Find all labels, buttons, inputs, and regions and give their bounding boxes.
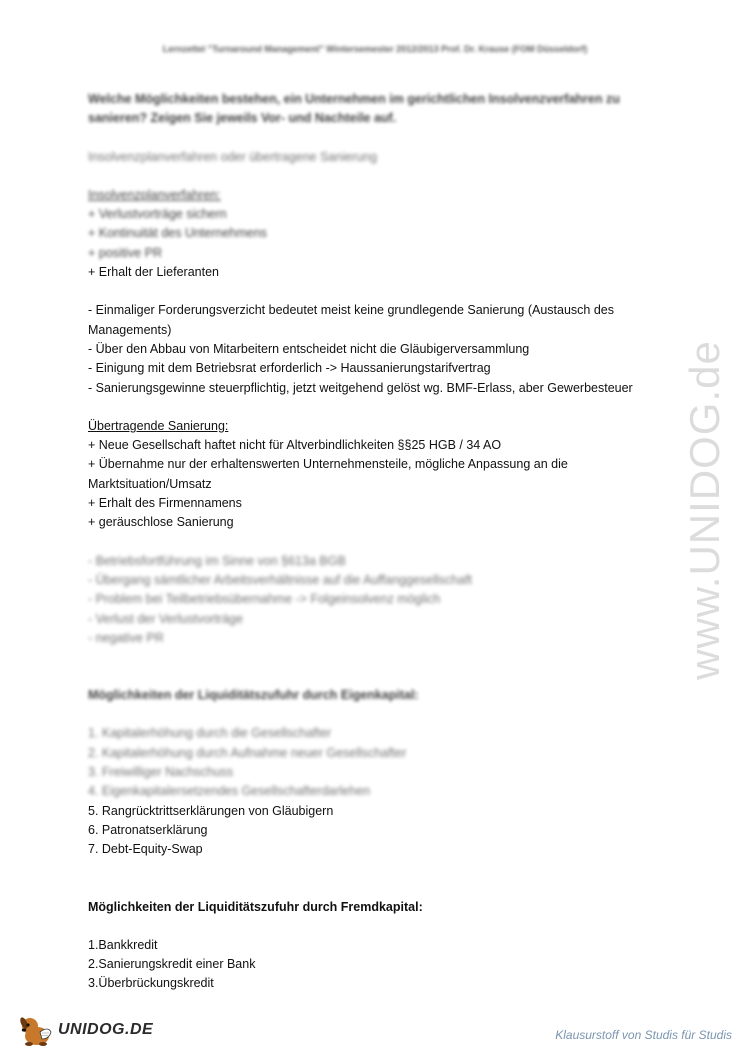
watermark-text: www.UNIDOG.de bbox=[681, 340, 729, 680]
unidog-logo bbox=[18, 1010, 153, 1050]
uebertragend-heading: Übertragende Sanierung: bbox=[88, 418, 229, 433]
list-item: 2.Sanierungskredit einer Bank bbox=[88, 957, 256, 972]
list-item: + Erhalt des Firmennamens bbox=[88, 496, 242, 511]
list-item: + Kontinuität des Unternehmens bbox=[88, 226, 267, 241]
document-content bbox=[88, 90, 658, 994]
list-item: + Neue Gesellschaft haftet nicht für Altverbindlichkeiten §§25 HGB / 34 AO bbox=[88, 438, 502, 453]
list-item: + Erhalt der Lieferanten bbox=[88, 265, 219, 280]
list-item: - Problem bei Teilbetriebsübernahme -> Folgeinsolvenz möglich bbox=[88, 592, 441, 607]
list-item: - Einigung mit dem Betriebsrat erforderlich -> Haussanierungstarifvertrag bbox=[88, 361, 491, 376]
list-item: 6. Patronatserklärung bbox=[88, 822, 208, 837]
footer-tagline: Klausurstoff von Studis für Studis bbox=[555, 1028, 732, 1042]
list-item: - Über den Abbau von Mitarbeitern entscheidet nicht die Gläubigerversammlung bbox=[88, 341, 530, 356]
intro-text: Insolvenzplanverfahren oder übertragene Sanierung bbox=[88, 149, 378, 164]
list-item: 7. Debt-Equity-Swap bbox=[88, 842, 203, 857]
list-item: + geräuschlose Sanierung bbox=[88, 515, 234, 530]
list-item: + Übernahme nur der erhaltenswerten Unternehmensteile, mögliche Anpassung an die Marktsituation/Umsatz bbox=[88, 457, 568, 491]
dog-mascot-icon bbox=[18, 1012, 54, 1048]
logo-text: UNIDOG.DE bbox=[58, 1021, 154, 1038]
list-item: - Betriebsfortführung im Sinne von §613a BGB bbox=[88, 553, 346, 568]
list-item: - Einmaliger Forderungsverzicht bedeutet meist keine grundlegende Sanierung (Austausch des Managements) bbox=[88, 303, 614, 337]
insolvenzplan-heading: Insolvenzplanverfahren: bbox=[88, 187, 221, 202]
question-heading: Welche Möglichkeiten bestehen, ein Unternehmen im gerichtlichen Insolvenzverfahren zu sanieren? Zeigen Sie jeweils Vor- und Nachteile auf. bbox=[88, 92, 620, 126]
page-header: Lernzettel "Turnaround Management" Wintersemester 2012/2013 Prof. Dr. Krause (FOM Düsseldorf) bbox=[162, 44, 588, 54]
list-item: - Verlust der Verlustvorträge bbox=[88, 611, 243, 626]
fremdkapital-heading: Möglichkeiten der Liquiditätszufuhr durch Fremdkapital: bbox=[88, 899, 423, 914]
list-item: 3.Überbrückungskredit bbox=[88, 976, 214, 991]
list-item: + Verlustvorträge sichern bbox=[88, 207, 227, 222]
list-item: 1. Kapitalerhöhung durch die Gesellschafter bbox=[88, 726, 332, 741]
list-item: - Sanierungsgewinne steuerpflichtig, jetzt weitgehend gelöst wg. BMF-Erlass, aber Gewerbesteuer bbox=[88, 380, 633, 395]
list-item: 1.Bankkredit bbox=[88, 937, 158, 952]
list-item: + positive PR bbox=[88, 245, 162, 260]
list-item: - Übergang sämtlicher Arbeitsverhältnisse auf die Auffanggesellschaft bbox=[88, 572, 473, 587]
list-item: - negative PR bbox=[88, 630, 164, 645]
list-item: 5. Rangrücktrittserklärungen von Gläubigern bbox=[88, 803, 334, 818]
list-item: 3. Freiwilliger Nachschuss bbox=[88, 765, 234, 780]
eigenkapital-heading: Möglichkeiten der Liquiditätszufuhr durch Eigenkapital: bbox=[88, 688, 419, 703]
watermark bbox=[675, 280, 735, 740]
list-item: 4. Eigenkapitalersetzendes Gesellschafterdarlehen bbox=[88, 784, 371, 799]
list-item: 2. Kapitalerhöhung durch Aufnahme neuer Gesellschafter bbox=[88, 745, 407, 760]
